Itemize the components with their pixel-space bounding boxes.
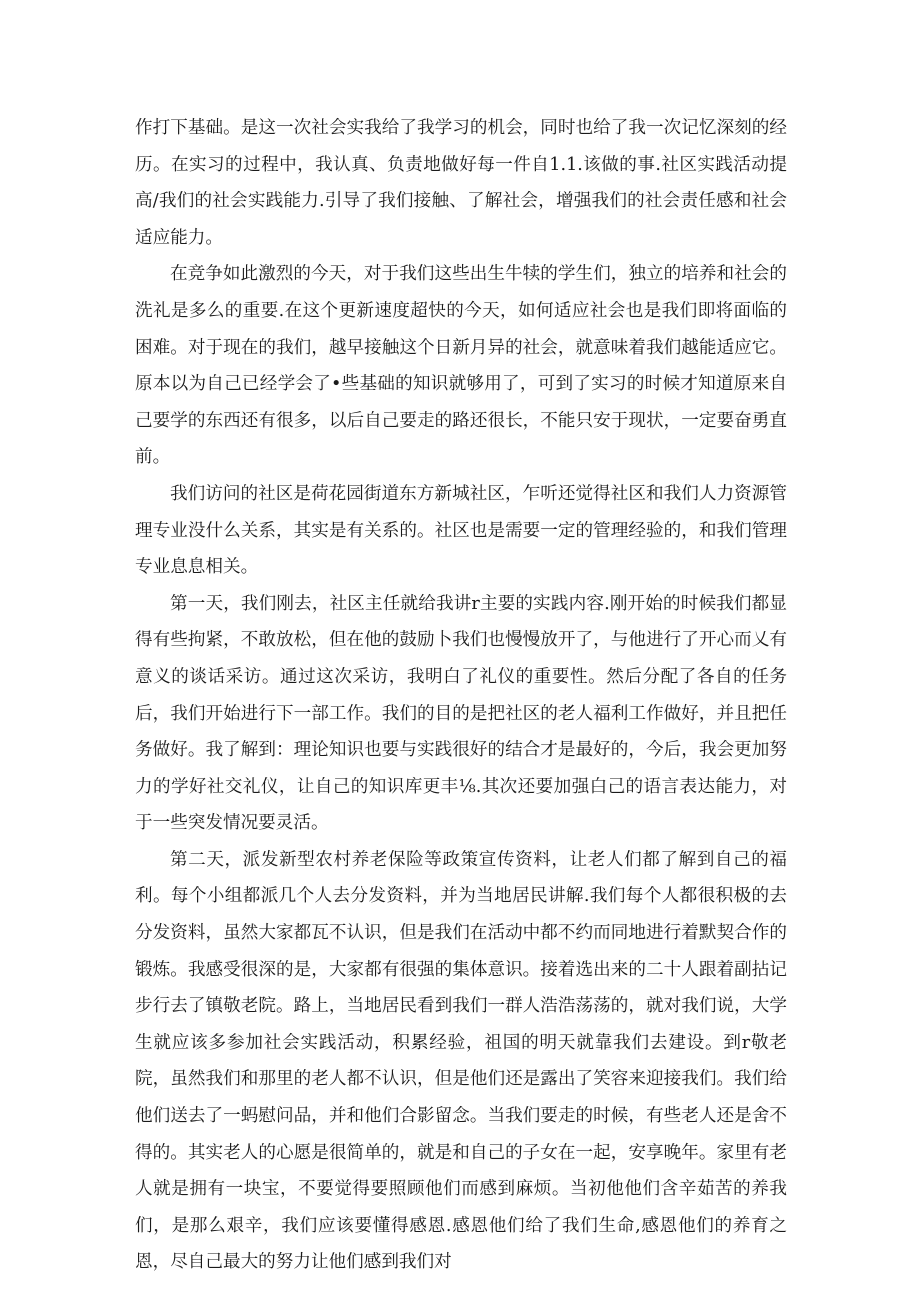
paragraph-5: 第二天，派发新型农村养老保险等政策宣传资料，让老人们都了解到自己的福利。每个小组都派几个人去分发资料，并为当地居民讲解.我们每个人都很积极的去分发资料，虽然大家都瓦不认识，但是我们在活动中都不约而同地进行着默契合作的锻炼。我感受很深的是，大家都有很强的集体意识。接着选出来的二十人跟着副拈记步行去了镇敬老院。路上，当地居民看到我们一群人浩浩荡荡的，就对我们说，大学生就应该多参加社会实践活动，积累经验，祖国的明天就靠我们去建设。到r敬老院，虽然我们和那里的老人都不认识，但是他们还是露出了笑容来迎接我们。我们给他们送去了一蚂慰问品，并和他们合影留念。当我们要走的时候，有些老人还是舍不得的。其实老人的心愿是很简单的，就是和自己的子女在一起，安享晚年。家里有老人就是拥有一块宝，不要觉得要照顾他们而感到麻烦。当初他他们含辛茹苦的养我们，是那么艰辛，我们应该要懂得感恩.感恩他们给了我们生命,感恩他们的养育之恩，尽自己最大的努力让他们感到我们对 xyxy=(135,849,787,1273)
paragraph-1: 作打下基础。是这一次社会实我给了我学习的机会，同时也给了我一次记忆深刻的经历。在实习的过程中，我认真、负责地做好每一件自1.1.该做的事.社区实践活动提高/我们的社会实践能力.引导了我们接触、了解社会，增强我们的社会责任感和社会适应能力。 xyxy=(135,118,787,248)
paragraph-3: 我们访问的社区是荷花园街道东方新城社区，乍听还觉得社区和我们人力资源管理专业没什么关系，其实是有关系的。社区也是需要一定的管理经验的，和我们管理专业息息相关。 xyxy=(135,483,787,578)
paragraph-4: 第一天，我们刚去，社区主任就给我讲r主要的实践内容.刚开始的时候我们都显得有些拘紧，不敢放松，但在他的鼓励卜我们也慢慢放开了，与他进行了开心而乂有意义的谈话采访。通过这次采访，我明白了礼仪的重要性。然后分配了各自的任务后，我们开始进行下一部工作。我们的目的是把社区的老人福利工作做好，并且把任务做好。我了解到：理论知识也要与实践很好的结合才是最好的，今后，我会更加努力的学好社交礼仪，让自己的知识库更丰⅛.其次还要加强白己的语言表达能力，对于一些突发情况要灵活。 xyxy=(135,593,787,834)
paragraph-2: 在竞争如此激烈的今天，对于我们这些出生牛犊的学生们，独立的培养和社会的洗礼是多么的重要.在这个更新速度超快的今天，如何适应社会也是我们即将面临的困难。对于现在的我们，越早接触这个日新月异的社会，就意味着我们越能适应它。原本以为自己已经学会了•些基础的知识就够用了，可到了实习的时候才知道原来自己要学的东西还有很多，以后自己要走的路还很长，不能只安于现状，一定要奋勇直前。 xyxy=(135,264,787,468)
document-page xyxy=(135,110,787,1281)
